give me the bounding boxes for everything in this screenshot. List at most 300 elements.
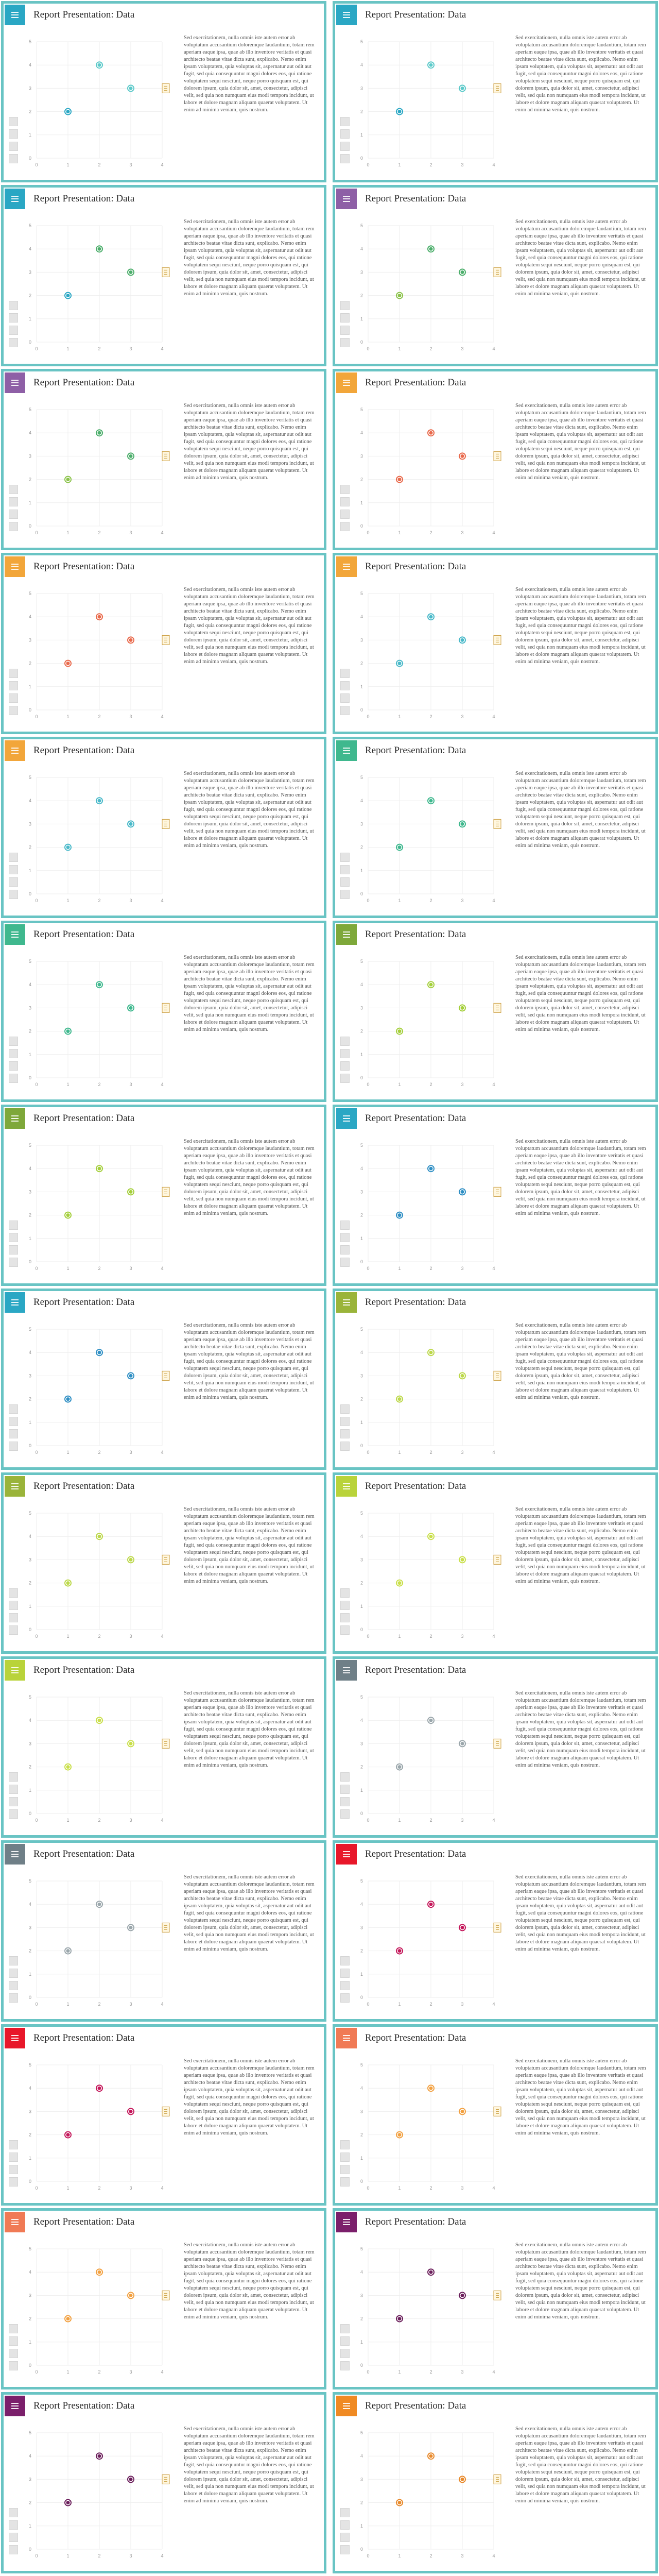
data-point-core xyxy=(129,270,133,274)
slide-card[interactable] xyxy=(333,2024,658,2206)
x-tick-label: 0 xyxy=(367,1818,370,1823)
side-toolbar xyxy=(340,1404,353,1454)
tool-button[interactable] xyxy=(9,1613,18,1622)
side-toolbar xyxy=(340,301,353,350)
data-point-core xyxy=(129,2478,133,2481)
y-tick-label: 3 xyxy=(360,2293,363,2298)
tool-button[interactable] xyxy=(340,853,350,862)
slide-card[interactable] xyxy=(333,1289,658,1470)
tool-button[interactable] xyxy=(340,2177,350,2187)
tool-button[interactable] xyxy=(9,2520,18,2530)
report-paragraph: Sed exercitationem, nulla omnis iste autem error ab voluptatum accusantium doloremque laudantium, totam rem aperiam eaque ipsa, quae ab illo inventore veritatis et quasi architecto beatae vitae dicta sunt, explicabo. Nemo enim ipsam voluptatem, quia voluptas sit, aspernatur aut odit aut fugit, sed quia consequuntur magni dolores eos, qui ratione voluptatem sequi nesciunt, neque porro quisquam est, qui dolorem ipsum, quia dolor sit, amet, consectetur, adipisci velit, sed quia non numquam eius modi tempora incidunt, ut labore et dolore magnam aliquam quaerat voluptatem. Ut enim ad minima veniam, quis nostrum. xyxy=(184,1874,315,1952)
tool-button[interactable] xyxy=(9,2177,18,2187)
tool-button[interactable] xyxy=(9,1809,18,1819)
tool-button[interactable] xyxy=(9,1037,18,1046)
tool-button[interactable] xyxy=(9,1993,18,2003)
x-tick-label: 0 xyxy=(367,2553,370,2558)
tool-button[interactable] xyxy=(9,877,18,887)
slide-card[interactable] xyxy=(1,2208,326,2389)
menu-icon[interactable] xyxy=(336,372,357,393)
chart-area xyxy=(23,1690,178,1829)
report-paragraph: Sed exercitationem, nulla omnis iste autem error ab voluptatum accusantium doloremque laudantium, totam rem aperiam eaque ipsa, quae ab illo inventore veritatis et quasi architecto beatae vitae dicta sunt, explicabo. Nemo enim ipsam voluptatem, quia voluptas sit, aspernatur aut odit aut fugit, sed quia consequuntur magni dolores eos, qui ratione voluptatem sequi nesciunt, neque porro quisquam est, qui dolorem ipsum, quia dolor sit, amet, consectetur, adipisci velit, sed quia non numquam eius modi tempora incidunt, ut labore et dolore magnam aliquam quaerat voluptatem. Ut enim ad minima veniam, quis nostrum. xyxy=(515,2242,646,2320)
tool-button[interactable] xyxy=(340,693,350,703)
report-paragraph: Sed exercitationem, nulla omnis iste autem error ab voluptatum accusantium doloremque laudantium, totam rem aperiam eaque ipsa, quae ab illo inventore veritatis et quasi architecto beatae vitae dicta sunt, explicabo. Nemo enim ipsam voluptatem, quia voluptas sit, aspernatur aut odit aut fugit, sed quia consequuntur magni dolores eos, qui ratione voluptatem sequi nesciunt, neque porro quisquam est, qui dolorem ipsum, quia dolor sit, amet, consectetur, adipisci velit, sed quia non numquam eius modi tempora incidunt, ut labore et dolore magnam aliquam quaerat voluptatem. Ut enim ad minima veniam, quis nostrum. xyxy=(184,1323,315,1400)
tool-button[interactable] xyxy=(340,1625,350,1635)
tool-button[interactable] xyxy=(340,1785,350,1794)
menu-icon[interactable] xyxy=(5,924,25,945)
tool-button[interactable] xyxy=(340,2153,350,2162)
y-tick-label: 4 xyxy=(28,2453,31,2459)
slide-card[interactable] xyxy=(333,2392,658,2573)
data-point-core xyxy=(66,110,70,113)
y-tick-label: 0 xyxy=(28,1627,31,1632)
menu-icon[interactable] xyxy=(336,2028,357,2048)
tool-button[interactable] xyxy=(340,890,350,899)
tool-button[interactable] xyxy=(340,326,350,335)
tool-button[interactable] xyxy=(340,1061,350,1071)
y-tick-label: 0 xyxy=(28,1075,31,1080)
tool-button[interactable] xyxy=(340,338,350,347)
tool-button[interactable] xyxy=(9,890,18,899)
slide-card[interactable] xyxy=(333,553,658,734)
chart-area xyxy=(23,1874,178,2013)
slide-card[interactable] xyxy=(333,921,658,1102)
tool-button[interactable] xyxy=(340,129,350,139)
tool-button[interactable] xyxy=(340,117,350,126)
tool-button[interactable] xyxy=(340,1404,350,1414)
tool-button[interactable] xyxy=(9,1258,18,1267)
menu-icon[interactable] xyxy=(5,2396,25,2416)
tool-button[interactable] xyxy=(340,1221,350,1230)
tool-button[interactable] xyxy=(340,1429,350,1438)
tool-button[interactable] xyxy=(340,681,350,690)
tool-button[interactable] xyxy=(340,1588,350,1598)
stamp-icon xyxy=(162,1739,169,1748)
menu-icon[interactable] xyxy=(336,1292,357,1313)
side-toolbar xyxy=(340,669,353,718)
tool-button[interactable] xyxy=(340,2508,350,2517)
menu-icon[interactable] xyxy=(336,1108,357,1129)
scatter-chart xyxy=(23,770,178,909)
report-paragraph: Sed exercitationem, nulla omnis iste autem error ab voluptatum accusantium doloremque laudantium, totam rem aperiam eaque ipsa, quae ab illo inventore veritatis et quasi architecto beatae vitae dicta sunt, explicabo. Nemo enim ipsam voluptatem, quia voluptas sit, aspernatur aut odit aut fugit, sed quia consequuntur magni dolores eos, qui ratione voluptatem sequi nesciunt, neque porro quisquam est, qui dolorem ipsum, quia dolor sit, amet, consectetur, adipisci velit, sed quia non numquam eius modi tempora incidunt, ut labore et dolore magnam aliquam quaerat voluptatem. Ut enim ad minima veniam, quis nostrum. xyxy=(184,771,315,849)
tool-button[interactable] xyxy=(340,510,350,519)
data-point-core xyxy=(429,799,433,803)
slide-header xyxy=(4,2395,324,2419)
tool-button[interactable] xyxy=(9,313,18,323)
y-tick-label: 1 xyxy=(28,1787,31,1793)
report-paragraph: Sed exercitationem, nulla omnis iste autem error ab voluptatum accusantium doloremque laudantium, totam rem aperiam eaque ipsa, quae ab illo inventore veritatis et quasi architecto beatae vitae dicta sunt, explicabo. Nemo enim ipsam voluptatem, quia voluptas sit, aspernatur aut odit aut fugit, sed quia consequuntur magni dolores eos, qui ratione voluptatem sequi nesciunt, neque porro quisquam est, qui dolorem ipsum, quia dolor sit, amet, consectetur, adipisci velit, sed quia non numquam eius modi tempora incidunt, ut labore et dolore magnam aliquam quaerat voluptatem. Ut enim ad minima veniam, quis nostrum. xyxy=(515,771,646,849)
slide-card[interactable] xyxy=(333,1,658,182)
y-tick-label: 0 xyxy=(28,1995,31,2000)
tool-button[interactable] xyxy=(9,1969,18,1978)
tool-button[interactable] xyxy=(9,1221,18,1230)
tool-button[interactable] xyxy=(340,1417,350,1426)
tool-button[interactable] xyxy=(340,1809,350,1819)
tool-button[interactable] xyxy=(9,2324,18,2333)
tool-button[interactable] xyxy=(9,485,18,494)
y-tick-label: 4 xyxy=(360,430,363,436)
tool-button[interactable] xyxy=(340,485,350,494)
y-tick-label: 0 xyxy=(360,891,363,896)
tool-button[interactable] xyxy=(9,1074,18,1083)
tool-button[interactable] xyxy=(340,2336,350,2346)
menu-icon[interactable] xyxy=(5,1844,25,1865)
tool-button[interactable] xyxy=(9,510,18,519)
data-point-core xyxy=(398,1581,402,1585)
tool-button[interactable] xyxy=(340,1233,350,1242)
data-point-core xyxy=(461,1742,464,1745)
scatter-chart xyxy=(355,1506,509,1645)
slide-card[interactable] xyxy=(1,185,326,366)
scatter-chart xyxy=(355,1322,509,1461)
x-tick-label: 4 xyxy=(492,346,495,351)
y-tick-label: 4 xyxy=(360,982,363,988)
x-tick-label: 4 xyxy=(161,2553,164,2558)
x-tick-label: 1 xyxy=(66,1266,70,1271)
tool-button[interactable] xyxy=(9,2165,18,2174)
tool-button[interactable] xyxy=(9,2533,18,2542)
menu-icon[interactable] xyxy=(5,189,25,209)
tool-button[interactable] xyxy=(340,865,350,874)
data-point-core xyxy=(461,638,464,642)
y-tick-label: 1 xyxy=(28,1603,31,1609)
scatter-chart xyxy=(23,218,178,358)
menu-icon[interactable] xyxy=(5,740,25,761)
scatter-chart xyxy=(23,1690,178,1829)
side-toolbar xyxy=(340,853,353,902)
slide-header xyxy=(335,188,655,212)
tool-button[interactable] xyxy=(9,326,18,335)
slide-title: Report Presentation: Data xyxy=(33,1849,135,1859)
slide-card[interactable] xyxy=(1,921,326,1102)
y-tick-label: 2 xyxy=(360,1948,363,1954)
tool-button[interactable] xyxy=(9,2545,18,2554)
data-point-core xyxy=(429,1167,433,1171)
tool-button[interactable] xyxy=(9,1797,18,1806)
x-tick-label: 0 xyxy=(35,2002,38,2007)
tool-button[interactable] xyxy=(340,1772,350,1782)
y-tick-label: 1 xyxy=(28,132,31,138)
menu-icon[interactable] xyxy=(336,924,357,945)
tool-button[interactable] xyxy=(340,1969,350,1978)
slide-card[interactable] xyxy=(1,737,326,918)
menu-icon[interactable] xyxy=(5,1108,25,1129)
data-point-core xyxy=(66,478,70,481)
data-point-core xyxy=(461,1006,464,1010)
x-tick-label: 1 xyxy=(398,2185,401,2191)
tool-button[interactable] xyxy=(340,154,350,163)
y-tick-label: 4 xyxy=(28,246,31,252)
y-tick-label: 1 xyxy=(28,1052,31,1057)
y-tick-label: 5 xyxy=(360,1694,363,1700)
menu-icon[interactable] xyxy=(336,2396,357,2416)
menu-icon[interactable] xyxy=(336,189,357,209)
stamp-icon xyxy=(162,83,169,93)
menu-icon[interactable] xyxy=(336,1844,357,1865)
y-tick-label: 2 xyxy=(28,1396,31,1402)
slide-card[interactable] xyxy=(1,369,326,550)
x-tick-label: 3 xyxy=(129,346,132,351)
tool-button[interactable] xyxy=(340,2361,350,2370)
x-tick-label: 4 xyxy=(492,2369,495,2375)
y-tick-label: 5 xyxy=(360,1327,363,1332)
tool-button[interactable] xyxy=(9,1785,18,1794)
slide-card[interactable] xyxy=(1,1289,326,1470)
scatter-chart xyxy=(355,2058,509,2197)
tool-button[interactable] xyxy=(340,2349,350,2358)
tool-button[interactable] xyxy=(9,301,18,310)
y-tick-label: 1 xyxy=(360,1971,363,1977)
tool-button[interactable] xyxy=(9,1245,18,1255)
y-tick-label: 1 xyxy=(360,1235,363,1241)
data-point-core xyxy=(461,2478,464,2481)
y-tick-label: 1 xyxy=(360,316,363,321)
y-tick-label: 5 xyxy=(360,407,363,412)
x-tick-label: 3 xyxy=(129,2553,132,2558)
tool-button[interactable] xyxy=(9,1061,18,1071)
y-tick-label: 0 xyxy=(360,1811,363,1816)
slide-card[interactable] xyxy=(1,1472,326,1654)
tool-button[interactable] xyxy=(340,1601,350,1610)
x-tick-label: 1 xyxy=(398,2369,401,2375)
slide-card[interactable] xyxy=(333,1840,658,2022)
report-paragraph: Sed exercitationem, nulla omnis iste autem error ab voluptatum accusantium doloremque laudantium, totam rem aperiam eaque ipsa, quae ab illo inventore veritatis et quasi architecto beatae vitae dicta sunt, explicabo. Nemo enim ipsam voluptatem, quia voluptas sit, aspernatur aut odit aut fugit, sed quia consequuntur magni dolores eos, qui ratione voluptatem sequi nesciunt, neque porro quisquam est, qui dolorem ipsum, quia dolor sit, amet, consectetur, adipisci velit, sed quia non numquam eius modi tempora incidunt, ut labore et dolore magnam aliquam quaerat voluptatem. Ut enim ad minima veniam, quis nostrum. xyxy=(515,1874,646,1952)
tool-button[interactable] xyxy=(9,706,18,715)
tool-button[interactable] xyxy=(9,2508,18,2517)
tool-button[interactable] xyxy=(9,853,18,862)
x-tick-label: 3 xyxy=(461,530,464,535)
x-tick-label: 0 xyxy=(35,898,38,903)
slide-card[interactable] xyxy=(1,1,326,182)
tool-button[interactable] xyxy=(9,1981,18,1990)
slide-title: Report Presentation: Data xyxy=(365,2032,466,2043)
tool-button[interactable] xyxy=(9,1601,18,1610)
data-point-core xyxy=(398,1765,402,1769)
data-point-core xyxy=(98,63,101,67)
tool-button[interactable] xyxy=(340,669,350,678)
x-tick-label: 4 xyxy=(161,1082,164,1087)
x-tick-label: 2 xyxy=(429,2369,432,2375)
tool-button[interactable] xyxy=(9,154,18,163)
tool-button[interactable] xyxy=(9,865,18,874)
menu-icon[interactable] xyxy=(5,1476,25,1497)
menu-icon[interactable] xyxy=(336,556,357,577)
y-tick-label: 3 xyxy=(360,1741,363,1747)
slide-card[interactable] xyxy=(333,1472,658,1654)
y-tick-label: 5 xyxy=(360,775,363,780)
y-tick-label: 3 xyxy=(360,637,363,643)
report-paragraph: Sed exercitationem, nulla omnis iste autem error ab voluptatum accusantium doloremque laudantium, totam rem aperiam eaque ipsa, quae ab illo inventore veritatis et quasi architecto beatae vitae dicta sunt, explicabo. Nemo enim ipsam voluptatem, quia voluptas sit, aspernatur aut odit aut fugit, sed quia consequuntur magni dolores eos, qui ratione voluptatem sequi nesciunt, neque porro quisquam est, qui dolorem ipsum, quia dolor sit, amet, consectetur, adipisci velit, sed quia non numquam eius modi tempora incidunt, ut labore et dolore magnam aliquam quaerat voluptatem. Ut enim ad minima veniam, quis nostrum. xyxy=(184,403,315,481)
tool-button[interactable] xyxy=(9,1417,18,1426)
y-tick-label: 2 xyxy=(360,293,363,298)
slide-card[interactable] xyxy=(1,2024,326,2206)
stamp-icon xyxy=(162,1923,169,1932)
chart-area xyxy=(355,1874,509,2013)
tool-button[interactable] xyxy=(9,2153,18,2162)
tool-button[interactable] xyxy=(340,2545,350,2554)
stamp-icon xyxy=(494,635,501,645)
tool-button[interactable] xyxy=(340,1037,350,1046)
slide-header xyxy=(335,1475,655,1500)
tool-button[interactable] xyxy=(340,706,350,715)
side-toolbar xyxy=(9,1404,21,1454)
slide-card[interactable] xyxy=(1,1840,326,2022)
chart-area xyxy=(355,402,509,541)
tool-button[interactable] xyxy=(340,301,350,310)
tool-button[interactable] xyxy=(9,1233,18,1242)
data-point-core xyxy=(98,1351,101,1354)
data-point-core xyxy=(398,1213,402,1217)
tool-button[interactable] xyxy=(9,1956,18,1965)
menu-icon[interactable] xyxy=(5,372,25,393)
data-point-core xyxy=(429,247,433,251)
slide-card[interactable] xyxy=(333,1656,658,1838)
menu-icon[interactable] xyxy=(5,1660,25,1681)
tool-button[interactable] xyxy=(340,522,350,531)
chart-area xyxy=(355,2058,509,2197)
y-tick-label: 3 xyxy=(28,1189,31,1195)
slide-card[interactable] xyxy=(1,2392,326,2573)
stamp-icon xyxy=(162,1371,169,1380)
y-tick-label: 1 xyxy=(360,1603,363,1609)
slide-card[interactable] xyxy=(333,1105,658,1286)
x-tick-label: 3 xyxy=(461,2369,464,2375)
tool-button[interactable] xyxy=(9,1442,18,1451)
report-paragraph: Sed exercitationem, nulla omnis iste autem error ab voluptatum accusantium doloremque laudantium, totam rem aperiam eaque ipsa, quae ab illo inventore veritatis et quasi architecto beatae vitae dicta sunt, explicabo. Nemo enim ipsam voluptatem, quia voluptas sit, aspernatur aut odit aut fugit, sed quia consequuntur magni dolores eos, qui ratione voluptatem sequi nesciunt, neque porro quisquam est, qui dolorem ipsum, quia dolor sit, amet, consectetur, adipisci velit, sed quia non numquam eius modi tempora incidunt, ut labore et dolore magnam aliquam quaerat voluptatem. Ut enim ad minima veniam, quis nostrum. xyxy=(184,2242,315,2320)
y-tick-label: 4 xyxy=(360,62,363,68)
menu-icon[interactable] xyxy=(5,2028,25,2048)
tool-button[interactable] xyxy=(9,1404,18,1414)
menu-icon[interactable] xyxy=(5,5,25,25)
tool-button[interactable] xyxy=(340,1981,350,1990)
data-point-core xyxy=(461,87,464,90)
slide-card[interactable] xyxy=(333,2208,658,2389)
tool-button[interactable] xyxy=(340,1245,350,1255)
menu-icon[interactable] xyxy=(5,556,25,577)
tool-button[interactable] xyxy=(340,1258,350,1267)
x-tick-label: 4 xyxy=(161,162,164,167)
slide-card[interactable] xyxy=(333,737,658,918)
tool-button[interactable] xyxy=(340,1797,350,1806)
stamp-icon xyxy=(494,1371,501,1380)
y-tick-label: 5 xyxy=(360,1143,363,1148)
y-tick-label: 0 xyxy=(28,340,31,345)
menu-icon[interactable] xyxy=(5,1292,25,1313)
tool-button[interactable] xyxy=(9,2349,18,2358)
menu-icon[interactable] xyxy=(5,2212,25,2232)
y-tick-label: 5 xyxy=(360,2246,363,2251)
tool-button[interactable] xyxy=(340,313,350,323)
x-tick-label: 4 xyxy=(492,1634,495,1639)
x-tick-label: 1 xyxy=(66,2185,70,2191)
y-tick-label: 4 xyxy=(360,246,363,252)
tool-button[interactable] xyxy=(340,1074,350,1083)
tool-button[interactable] xyxy=(9,1625,18,1635)
tool-button[interactable] xyxy=(340,2165,350,2174)
slide-card[interactable] xyxy=(1,553,326,734)
menu-icon[interactable] xyxy=(336,1660,357,1681)
slide-title: Report Presentation: Data xyxy=(33,1665,135,1675)
slide-card[interactable] xyxy=(1,1105,326,1286)
menu-icon[interactable] xyxy=(336,2212,357,2232)
tool-button[interactable] xyxy=(340,1613,350,1622)
report-paragraph: Sed exercitationem, nulla omnis iste autem error ab voluptatum accusantium doloremque laudantium, totam rem aperiam eaque ipsa, quae ab illo inventore veritatis et quasi architecto beatae vitae dicta sunt, explicabo. Nemo enim ipsam voluptatem, quia voluptas sit, aspernatur aut odit aut fugit, sed quia consequuntur magni dolores eos, qui ratione voluptatem sequi nesciunt, neque porro quisquam est, qui dolorem ipsum, quia dolor sit, amet, consectetur, adipisci velit, sed quia non numquam eius modi tempora incidunt, ut labore et dolore magnam aliquam quaerat voluptatem. Ut enim ad minima veniam, quis nostrum. xyxy=(515,403,646,481)
y-tick-label: 1 xyxy=(360,2523,363,2529)
tool-button[interactable] xyxy=(340,497,350,506)
tool-button[interactable] xyxy=(9,338,18,347)
tool-button[interactable] xyxy=(9,2336,18,2346)
tool-button[interactable] xyxy=(9,693,18,703)
x-tick-label: 2 xyxy=(98,1082,101,1087)
menu-icon[interactable] xyxy=(336,740,357,761)
report-paragraph: Sed exercitationem, nulla omnis iste autem error ab voluptatum accusantium doloremque laudantium, totam rem aperiam eaque ipsa, quae ab illo inventore veritatis et quasi architecto beatae vitae dicta sunt, explicabo. Nemo enim ipsam voluptatem, quia voluptas sit, aspernatur aut odit aut fugit, sed quia consequuntur magni dolores eos, qui ratione voluptatem sequi nesciunt, neque porro quisquam est, qui dolorem ipsum, quia dolor sit, amet, consectetur, adipisci velit, sed quia non numquam eius modi tempora incidunt, ut labore et dolore magnam aliquam quaerat voluptatem. Ut enim ad minima veniam, quis nostrum. xyxy=(515,1690,646,1768)
tool-button[interactable] xyxy=(9,1049,18,1058)
tool-button[interactable] xyxy=(340,2533,350,2542)
y-tick-label: 4 xyxy=(28,982,31,988)
menu-icon[interactable] xyxy=(336,1476,357,1497)
slide-title: Report Presentation: Data xyxy=(365,561,466,572)
tool-button[interactable] xyxy=(340,877,350,887)
scatter-chart xyxy=(355,1690,509,1829)
tool-button[interactable] xyxy=(9,522,18,531)
scatter-chart xyxy=(355,954,509,1093)
tool-button[interactable] xyxy=(340,1956,350,1965)
slide-card[interactable] xyxy=(333,185,658,366)
tool-button[interactable] xyxy=(9,1429,18,1438)
tool-button[interactable] xyxy=(9,669,18,678)
tool-button[interactable] xyxy=(9,2140,18,2149)
report-paragraph: Sed exercitationem, nulla omnis iste autem error ab voluptatum accusantium doloremque laudantium, totam rem aperiam eaque ipsa, quae ab illo inventore veritatis et quasi architecto beatae vitae dicta sunt, explicabo. Nemo enim ipsam voluptatem, quia voluptas sit, aspernatur aut odit aut fugit, sed quia consequuntur magni dolores eos, qui ratione voluptatem sequi nesciunt, neque porro quisquam est, qui dolorem ipsum, quia dolor sit, amet, consectetur, adipisci velit, sed quia non numquam eius modi tempora incidunt, ut labore et dolore magnam aliquam quaerat voluptatem. Ut enim ad minima veniam, quis nostrum. xyxy=(184,2426,315,2504)
tool-button[interactable] xyxy=(340,1442,350,1451)
x-tick-label: 0 xyxy=(367,346,370,351)
tool-button[interactable] xyxy=(9,1772,18,1782)
tool-button[interactable] xyxy=(340,2140,350,2149)
stamp-icon xyxy=(162,1003,169,1012)
tool-button[interactable] xyxy=(340,2324,350,2333)
tool-button[interactable] xyxy=(9,1588,18,1598)
y-tick-label: 5 xyxy=(28,1327,31,1332)
tool-button[interactable] xyxy=(340,142,350,151)
data-point-core xyxy=(66,662,70,665)
side-toolbar xyxy=(9,853,21,902)
tool-button[interactable] xyxy=(9,142,18,151)
tool-button[interactable] xyxy=(9,117,18,126)
tool-button[interactable] xyxy=(9,129,18,139)
tool-button[interactable] xyxy=(340,1049,350,1058)
slide-card[interactable] xyxy=(1,1656,326,1838)
y-tick-label: 1 xyxy=(360,684,363,689)
menu-icon[interactable] xyxy=(336,5,357,25)
tool-button[interactable] xyxy=(9,497,18,506)
x-tick-label: 3 xyxy=(129,530,132,535)
chart-area xyxy=(23,402,178,541)
slide-title: Report Presentation: Data xyxy=(365,1665,466,1675)
slide-card[interactable] xyxy=(333,369,658,550)
data-point-core xyxy=(461,1374,464,1378)
tool-button[interactable] xyxy=(340,1993,350,2003)
y-tick-label: 4 xyxy=(28,1902,31,1907)
y-tick-label: 2 xyxy=(28,2132,31,2138)
slide-title: Report Presentation: Data xyxy=(33,9,135,20)
tool-button[interactable] xyxy=(9,2361,18,2370)
y-tick-label: 5 xyxy=(360,2062,363,2067)
tool-button[interactable] xyxy=(340,2520,350,2530)
tool-button[interactable] xyxy=(9,681,18,690)
scatter-chart xyxy=(23,1874,178,2013)
stamp-icon xyxy=(494,267,501,277)
stamp-icon xyxy=(494,83,501,93)
x-tick-label: 0 xyxy=(367,2185,370,2191)
